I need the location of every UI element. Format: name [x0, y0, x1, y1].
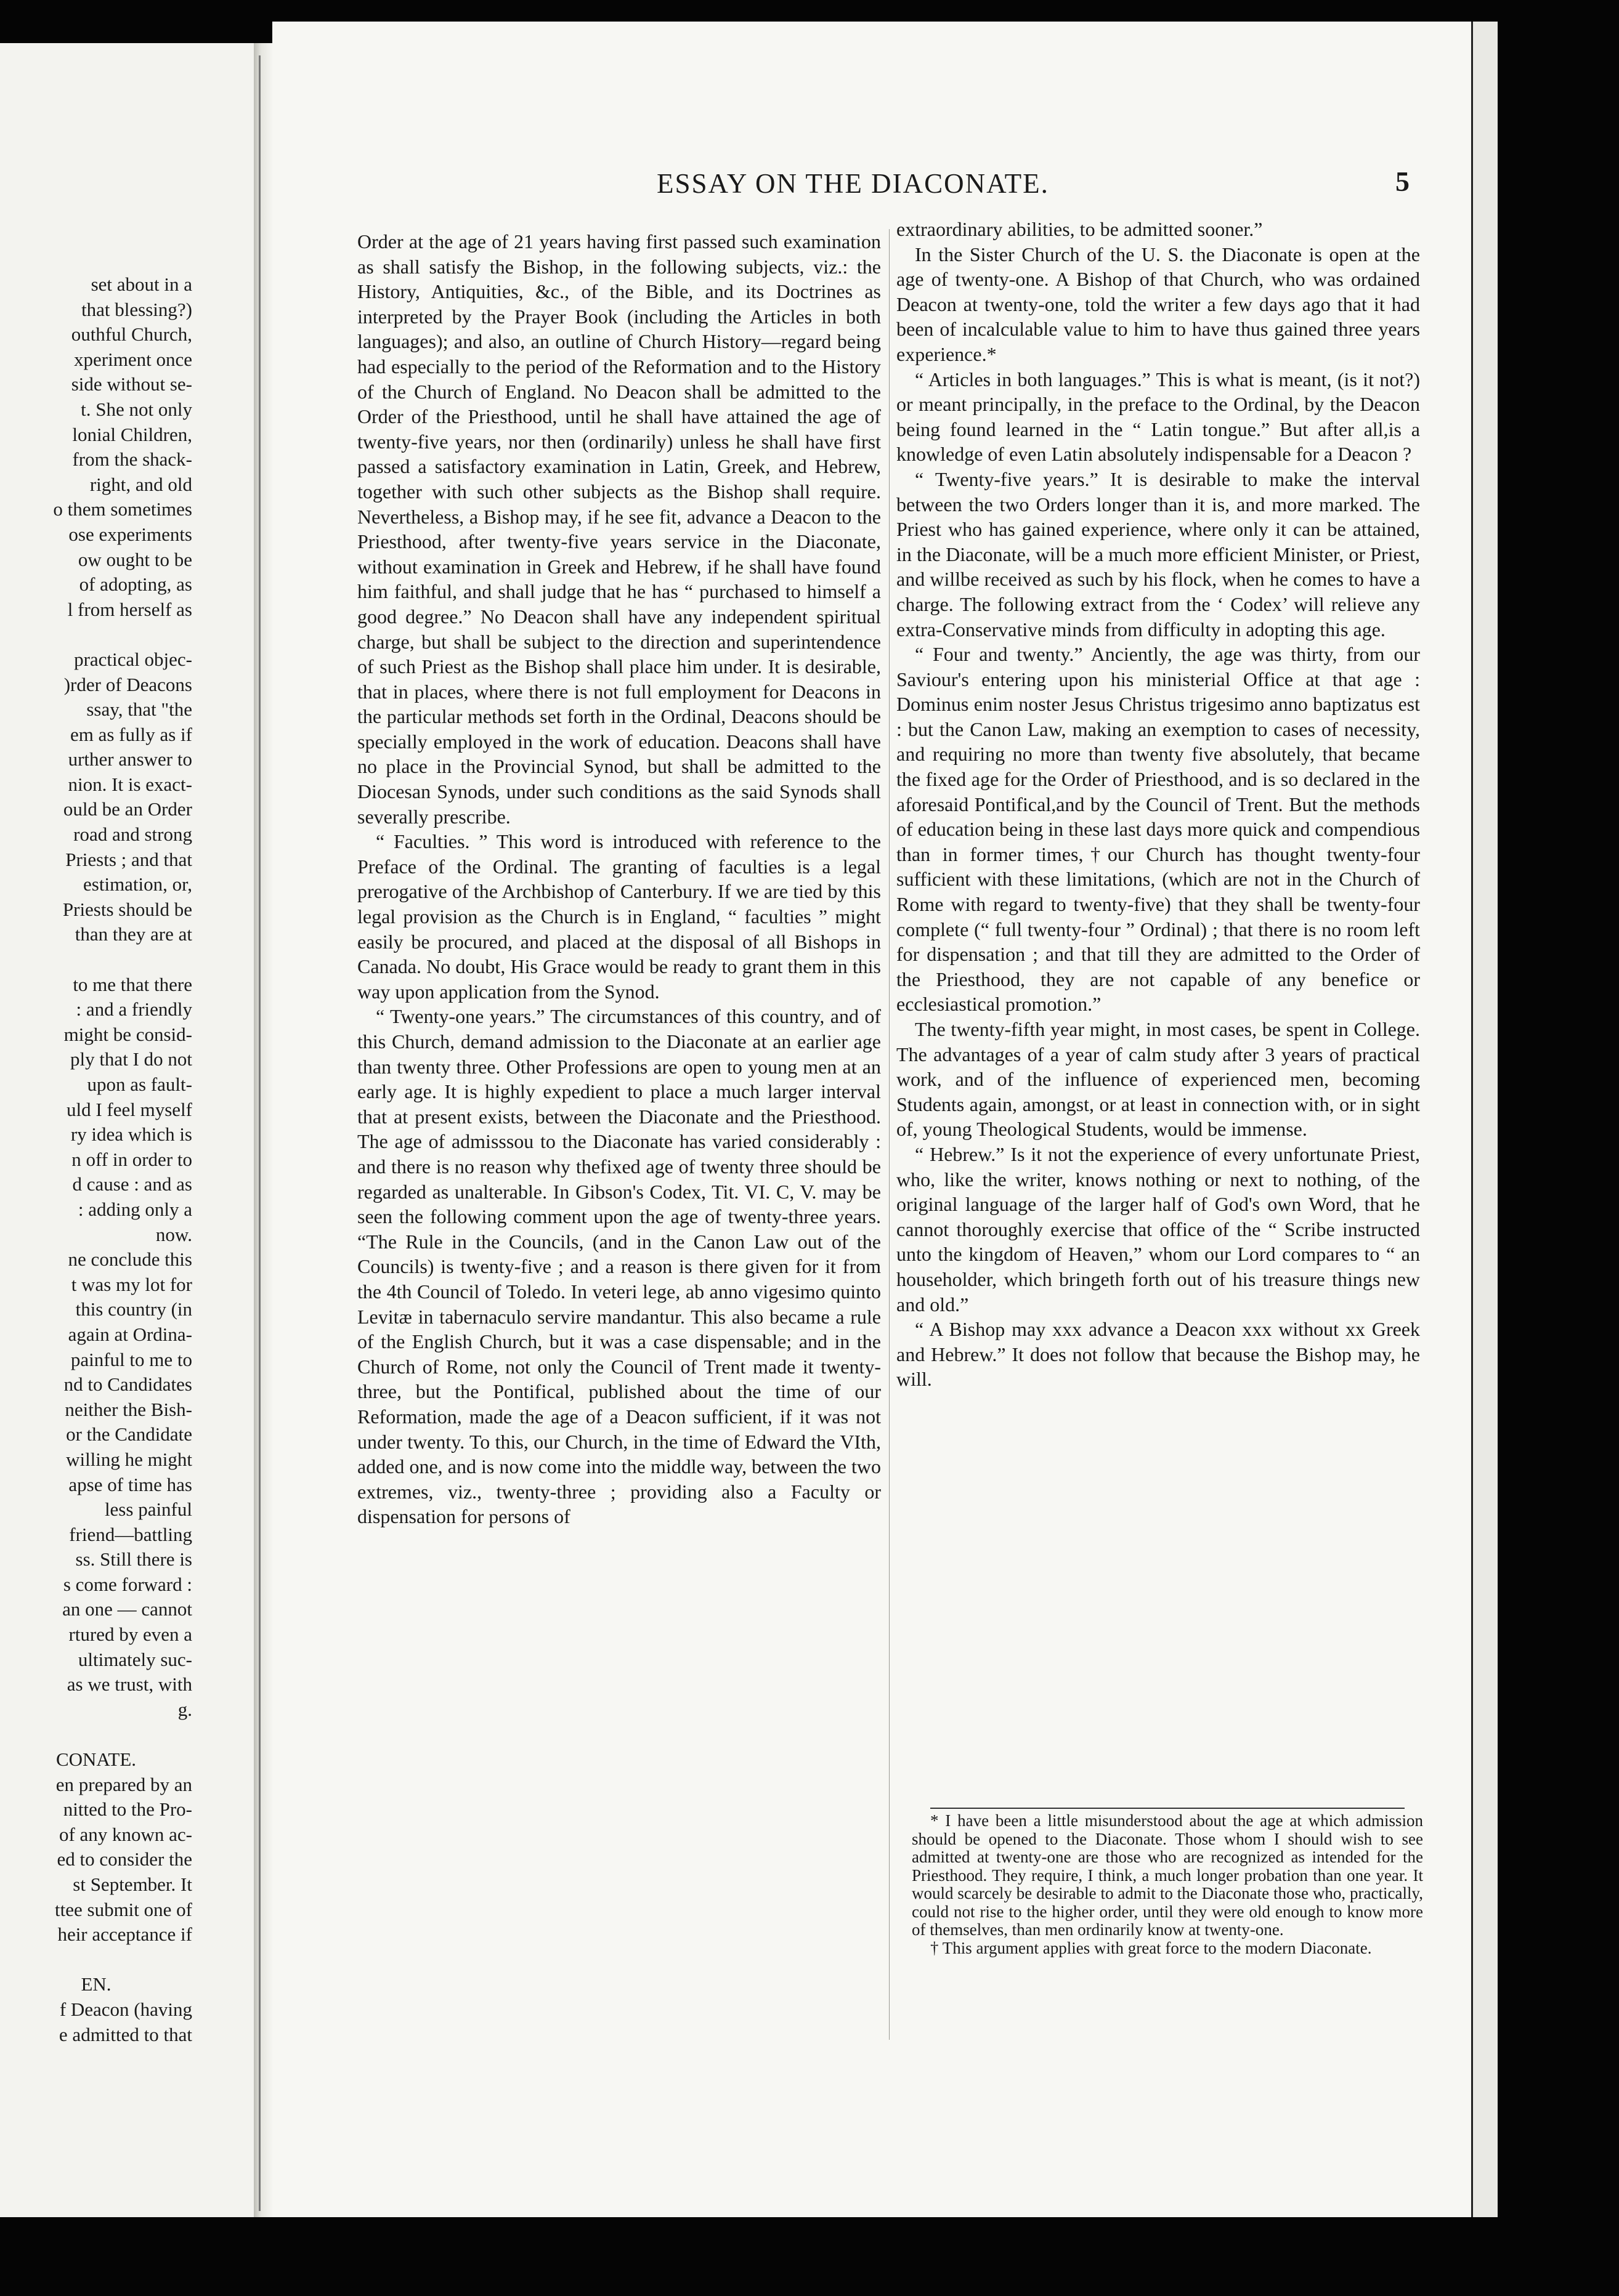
fragment-line: might be consid- [63, 1023, 192, 1045]
fragment-line: EN. [81, 1973, 112, 1995]
page-number: 5 [1395, 166, 1410, 197]
fragment-line: or the Candidate [66, 1423, 192, 1445]
fragment-line: than they are at [75, 923, 192, 945]
fragment-line: st September. It [73, 1874, 192, 1895]
fragment-line: apse of time has [68, 1473, 192, 1495]
left-page-edge [0, 43, 254, 2217]
fragment-line: ne conclude this [68, 1248, 192, 1271]
fragment-line: : and a friendly [76, 998, 192, 1021]
fragment-line: of any known ac- [59, 1823, 192, 1845]
paragraph: “ A Bishop may xxx advance a Deacon xxx without xx Greek and Hebrew.” It does not follow that because the Bishop may, he will. [896, 1318, 1420, 1391]
fragment-line: o them sometimes [53, 498, 192, 520]
fragment-line: upon as fault- [87, 1073, 192, 1095]
fragment-line [0, 1947, 192, 1973]
fragment-line: road and strong [73, 823, 192, 846]
fragment-line: heir acceptance if [57, 1923, 192, 1946]
fragment-line: ss. Still there is [75, 1548, 192, 1570]
fragment-line: xperiment once [74, 348, 192, 370]
fragment-line [0, 947, 192, 972]
fragment-line: ttee submit one of [55, 1898, 192, 1920]
paragraph: The twenty-fifth year might, in most cases, be spent in College. The advantages of a year of calm study after 3 years of practical work, and of the influence of experienced men, becoming Students again, amongst, or at least in connection with, or in sight of, young Theological Students, would be immense. [896, 1018, 1420, 1141]
fragment-line: d cause : and as [72, 1173, 192, 1195]
fragment-line: s come forward : [63, 1573, 192, 1595]
fragment-line: an one — cannot [62, 1598, 192, 1620]
fragment-line: less painful [104, 1498, 192, 1521]
running-header: ESSAY ON THE DIACONATE. [657, 168, 1049, 199]
fragment-line: ssay, that "the [86, 698, 192, 721]
fragment-line: outhful Church, [71, 323, 192, 346]
fragment-line: painful to me to [70, 1348, 192, 1370]
right-page-edge [1471, 22, 1498, 2217]
fragment-line: em as fully as if [70, 723, 192, 745]
fragment-line: from the shack- [72, 448, 192, 471]
fragment-line: estimation, or, [83, 873, 192, 895]
fragment-line: ry idea which is [70, 1123, 192, 1146]
fragment-line: : adding only a [78, 1198, 192, 1220]
fragment-line: t. She not only [81, 398, 192, 420]
fragment-line: set about in a [91, 273, 192, 295]
fragment-line: en prepared by an [55, 1773, 192, 1795]
fragment-line: nd to Candidates [63, 1373, 192, 1396]
fragment-line: of adopting, as [79, 573, 192, 596]
fragment-line: ply that I do not [70, 1048, 192, 1070]
fold-line [259, 55, 261, 2211]
text-column-left [357, 229, 881, 1529]
paragraph: “ Four and twenty.” Anciently, the age was thirty, from our Saviour's entering upon his ministerial Office at that age : Dominus enim noster Jesus Christus trigesimo anno baptizatus est : but the Canon Law, making an exemption to cases of necessity, and requiring no more than twenty five absolutely, that became the fixed age for the Order of Priesthood, and is so declared in the aforesaid Pontifical,and by the Council of Trent. But the methods of education being in these last days more quick and compendious than in former times,†our Church has thought twenty-four sufficient with these limitations, (which are not in the Church of Rome with regard to twenty-five) that they shall be twenty-four complete (“ full twenty-four ” Ordinal) ; that there is no room left for dispensation ; and that till they are admitted to the Order of the Priesthood, they are not capable of any benefice or ecclesiastical promotion.” [896, 643, 1420, 1016]
fragment-line: ultimately suc- [78, 1648, 192, 1670]
fragment-line: nitted to the Pro- [63, 1798, 192, 1821]
fragment-line: right, and old [89, 473, 192, 495]
fragment-line: uld I feel myself [66, 1098, 192, 1120]
column-divider [889, 229, 890, 2040]
page-gutter [254, 43, 272, 2217]
paragraph: “ Articles in both languages.” This is what is meant, (is it not?) or meant principally, in the preface to the Ordinal, by the Deacon being found learned in the “ Latin tongue.” But after all,is a knowledge of even Latin absolutely indispensable for a Deacon ? [896, 368, 1420, 466]
footnote: † This argument applies with great force to the modern Diaconate. [930, 1938, 1372, 1957]
fragment-line: again at Ordina- [68, 1323, 192, 1345]
text-column-right [896, 217, 1420, 1392]
footnote: * I have been a little misunderstood about the age at which admission should be opened to the Diaconate. Those whom I should wish to see admitted at twenty-one are those who are recognized as intended for the Priesthood. They require, I think, a much longer probation than one year. It would scarcely be desirable to admit to the Diaconate those who, practically, could not rise to the higher order, until they were old enough to know more of themselves, than men ordinarily know at twenty-one. [912, 1811, 1423, 1939]
fragment-line [0, 1722, 192, 1747]
fragment-line: l from herself as [67, 598, 192, 620]
fragment-line: CONATE. [55, 1748, 137, 1771]
fragment-line: Priests should be [62, 898, 192, 920]
fragment-line: g. [177, 1698, 192, 1720]
fragment-line: nion. It is exact- [68, 773, 192, 795]
paragraph: extraordinary abilities, to be admitted sooner.” [896, 218, 1263, 240]
paragraph: “ Twenty-five years.” It is desirable to make the interval between the two Orders longer than it is, and more marked. The Priest who has gained experience, where only it can be attained, in the Diaconate, will be a much more efficient Minister, or Priest, and willbe received as such by his flock, when he comes to have a charge. The following extract from the ‘ Codex’ will relieve any extra-Conservative minds from difficulty in adopting this age. [896, 467, 1420, 641]
fragment-line: to me that there [73, 973, 192, 995]
paragraph: “ Hebrew.” Is it not the experience of every unfortunate Priest, who, like the writer, knows nothing or next to nothing, of the original language of the larger half of God's own Word, that he cannot thoroughly exercise that office of the “ Scribe instructed unto the kingdom of Heaven,” whom our Lord compares to “ an householder, which bringeth forth out of his treasure things new and old.” [896, 1142, 1420, 1316]
fragment-line: neither the Bish- [65, 1398, 192, 1420]
paragraph: In the Sister Church of the U. S. the Diaconate is open at the age of twenty-one. A Bishop of that Church, who was ordained Deacon at twenty-one, told the writer a few days ago that it had been of incalculable value to him to have thus gained three years experience.* [896, 243, 1420, 365]
footnote-rule [930, 1808, 1405, 1809]
left-page-fragment [0, 272, 192, 2047]
fragment-line: ose experiments [68, 523, 192, 545]
fragment-line: e admitted to that [59, 2023, 192, 2045]
fragment-line: ed to consider the [57, 1848, 192, 1870]
fragment-line: side without se- [71, 373, 192, 395]
fragment-line: rtured by even a [68, 1623, 192, 1646]
footnotes [912, 1812, 1423, 1957]
fragment-line: t was my lot for [71, 1273, 192, 1295]
fragment-line: n off in order to [71, 1148, 192, 1170]
fragment-line: f Deacon (having [59, 1998, 192, 2020]
fragment-line: as we trust, with [67, 1673, 192, 1696]
fragment-line: this country (in [75, 1298, 192, 1320]
fragment-line: lonial Children, [72, 423, 192, 445]
fragment-line [0, 622, 192, 647]
fragment-line: friend—battling [69, 1523, 192, 1545]
fragment-line: )rder of Deacons [63, 673, 192, 695]
fragment-line: willing he might [66, 1448, 192, 1470]
fragment-line: urther answer to [68, 748, 192, 770]
paragraph: “ Faculties. ” This word is introduced with reference to the Preface of the Ordinal. The granting of faculties is a legal prerogative of the Archbishop of Canterbury. If we are tied by this legal provision as the Church is in England, “ faculties ” might easily be procured, and placed at the disposal of all Bishops in Canada. No doubt, His Grace would be ready to grant them in this way upon application from the Synod. [357, 830, 881, 1003]
paragraph: “ Twenty-one years.” The circumstances of this country, and of this Church, demand admission to the Diaconate at an earlier age than twenty three. Other Professions are open to young men at an early age. It is highly expedient to place a much larger interval that at present exists, between the Diaconate and the Priesthood. The age of admisssou to the Diaconate has varied considerably : and there is no reason why thefixed age of twenty three should be regarded as unalterable. In Gibson's Codex, Tit. VI. C, V. may be seen the following comment upon the age of twenty-three years. “The Rule in the Councils, (and in the Canon Law out of the Councils) is twenty-five ; and a reason is there given for it from the 4th Council of Toledo. In veteri lege, ab anno vigesimo quinto Levitæ in tabernaculo servire mandantur. This also became a rule of the English Church, but it was a case dispensable; and in the Church of Rome, not only the Council of Trent made it twenty-three, but the Pontifical, published about the time of our Reformation, made the age of a Deacon sufficient, if it was not under twenty. To this, our Church, in the time of Edward the VIth, added one, and is now come into the middle way, between the two extremes, viz., twenty-three ; providing also a Faculty or dispensation for persons of [357, 1005, 881, 1528]
paragraph: Order at the age of 21 years having first passed such examination as shall satisfy the Bishop, in the following subjects, viz.: the History, Antiquities, &c., of the Bible, and its Doctrines as interpreted by the Prayer Book (including the Articles in both languages); and also, an outline of Church History—regard being had especially to the period of the Reformation and to the History of the Church of England. No Deacon shall be admitted to the Order of the Priesthood, until he shall have attained the age of twenty-five years, nor then (ordinarily) unless he shall have first passed a satisfactory examination in Latin, Greek, and Hebrew, together with such other subjects as the Bishop shall require. Nevertheless, a Bishop may, if he see fit, advance a Deacon to the Priesthood, after twenty-five years service in the Diaconate, without examination in Greek and Hebrew, if he shall have found him faithful, and shall judge that he has “ purchased to himself a good degree.” No Deacon shall have any independent spiritual charge, but shall be subject to the direction and superintendence of such Priest as the Bishop shall place him under. It is desirable, that in places, where there is not full employment for Deacons in the particular methods set forth in the Ordinal, Deacons should be specially employed in the work of education. Deacons shall have no place in the Provincial Synod, but shall be admitted to the Diocesan Synods, under such conditions as the said Synods shall severally prescribe. [357, 230, 881, 828]
fragment-line: Priests ; and that [65, 848, 192, 870]
fragment-line: practical objec- [74, 648, 192, 670]
fragment-line: ow ought to be [78, 548, 192, 570]
fragment-line: now. [155, 1223, 192, 1245]
fragment-line: ould be an Order [63, 798, 192, 820]
fragment-line: that blessing?) [81, 298, 192, 320]
